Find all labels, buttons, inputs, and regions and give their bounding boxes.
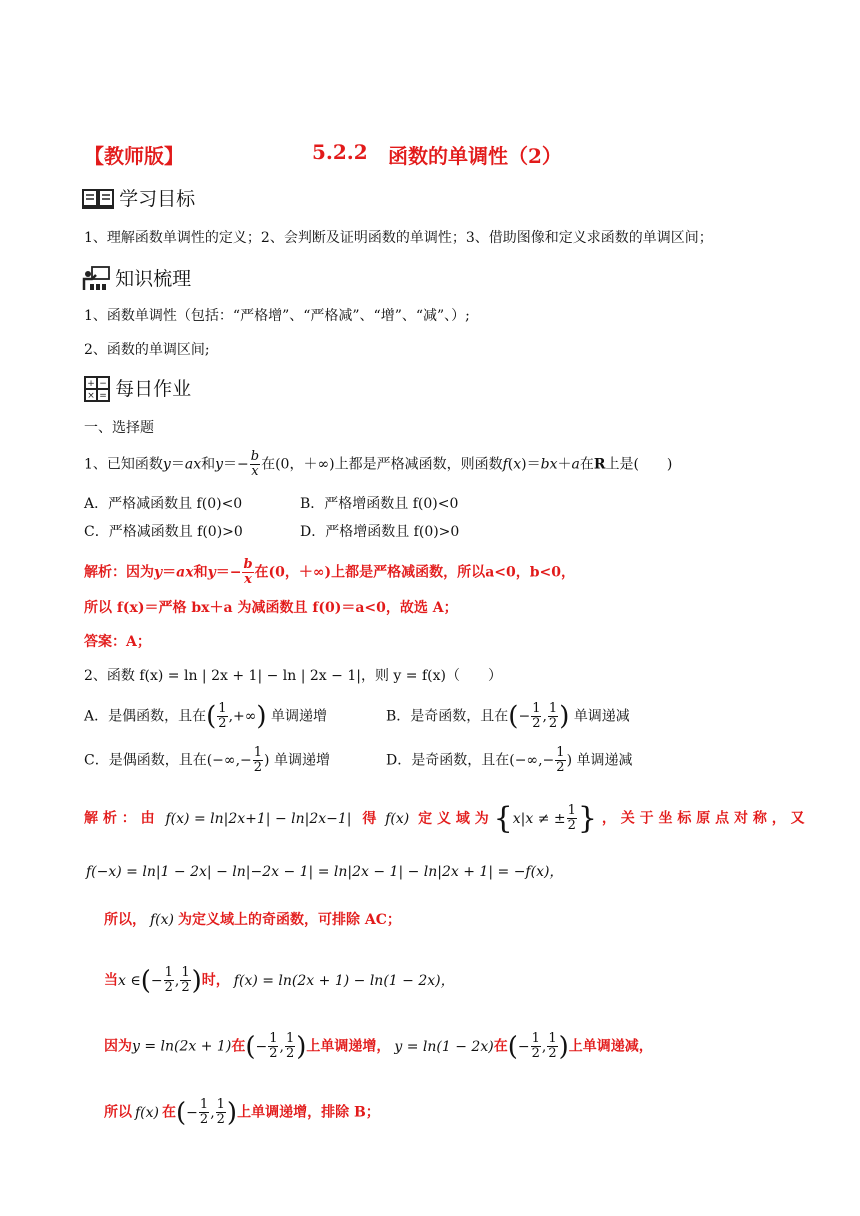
q2-option-a: A．是偶函数，且在( $\frac{1}{2}$ ,+∞) 单调递增 [84,701,328,732]
svg-text:×: × [87,390,95,401]
q1-option-c: C．严格减函数且 f(0)>0 [84,524,243,540]
q2-solution-odd: 所以， f(x) 为定义域上的奇函数，可排除 AC； [104,912,401,928]
q2-solution-last: 所以 f(x) 在(− $\frac{1}{2}$ , $\frac{1}{2}$ )上单调递增，排除 B； [104,1097,380,1128]
q1-option-b: B．严格增函数且 f(0)<0 [300,496,459,512]
q2-solution-intro: 解 析 ： 由 f(x) = ln|2x+1| − ln|2x−1| 得 f(x) 定 义 域 为 {x|x ≠ ± $\frac{1}{2}$ } ， 关 于 坐 标 原 点 对 称 ， 又 [84,800,805,836]
svg-text:−: − [99,378,107,389]
q1-stem: 1、已知函数y＝ax和y＝− $\frac{b}{x}$ 在(0，＋∞)上都是严格减函数，则函数f(x)＝bx＋a在R上是( ) [84,449,673,479]
homework-title: 每日作业 [115,378,192,400]
q1-answer: 答案：A； [84,634,151,650]
calculator-icon [84,376,110,406]
q1-solution-line-1: 解析：因为y＝ax和y＝− $\frac{b}{x}$ 在(0，＋∞)上都是严格减函数，所以a<0，b<0， [84,557,575,587]
goal-heading [82,184,195,214]
knowledge-heading [82,264,191,294]
q1-option-a: A．严格减函数且 f(0)<0 [84,496,243,512]
q2-option-d: D．是奇函数，且在(−∞,− $\frac{1}{2}$ ) 单调递减 [386,745,633,775]
teacher-icon [82,266,110,296]
page-title: 函数的单调性（2） [388,144,562,168]
book-icon [82,188,114,214]
knowledge-title: 知识梳理 [115,268,192,290]
goal-text: 1、理解函数单调性的定义；2、会判断及证明函数的单调性；3、借助图像和定义求函数的单调区间； [84,230,713,246]
svg-text:+: + [87,378,95,389]
q1-option-d: D．严格增函数且 f(0)>0 [300,524,460,540]
q2-option-c: C．是偶函数，且在(−∞,− $\frac{1}{2}$ ) 单调递增 [84,745,330,775]
knowledge-item-1: 1、函数单调性（包括：“严格增”、“严格减”、“增”、“减”、）; [84,308,470,324]
section-number: 5.2.2 [312,140,368,164]
svg-text:=: = [99,390,107,401]
q2-solution-calc: f(−x) = ln|1 − 2x| − ln|−2x − 1| = ln|2x − 1| − ln|2x + 1| = −f(x)， [86,864,564,880]
edition-label: 【教师版】 [84,144,184,168]
q2-solution-when: 当x ∈(− $\frac{1}{2}$ , $\frac{1}{2}$ )时， f(x) = ln(2x + 1) − ln(1 − 2x)， [104,965,455,996]
q2-option-b: B．是奇函数，且在(− $\frac{1}{2}$ , $\frac{1}{2}$ ) 单调递减 [386,701,630,732]
homework-heading [84,374,191,408]
q1-solution-line-2: 所以 f(x)＝严格 bx＋a 为减函数且 f(0)＝a<0，故选 A； [84,600,458,616]
part-label: 一、选择题 [84,420,154,436]
q2-stem: 2、函数 f(x) = ln | 2x + 1| − ln | 2x − 1|，则 y = f(x)（ ） [84,668,502,684]
q2-solution-because: 因为y = ln(2x + 1)在(− $\frac{1}{2}$ , $\frac{1}{2}$ )上单调递增， y = ln(1 − 2x)在(− $\frac{1}{2}$ , $\frac{1}{2}$ )上单调递减， [104,1031,653,1062]
knowledge-item-2: 2、函数的单调区间; [84,342,210,358]
goal-title: 学习目标 [119,188,196,210]
